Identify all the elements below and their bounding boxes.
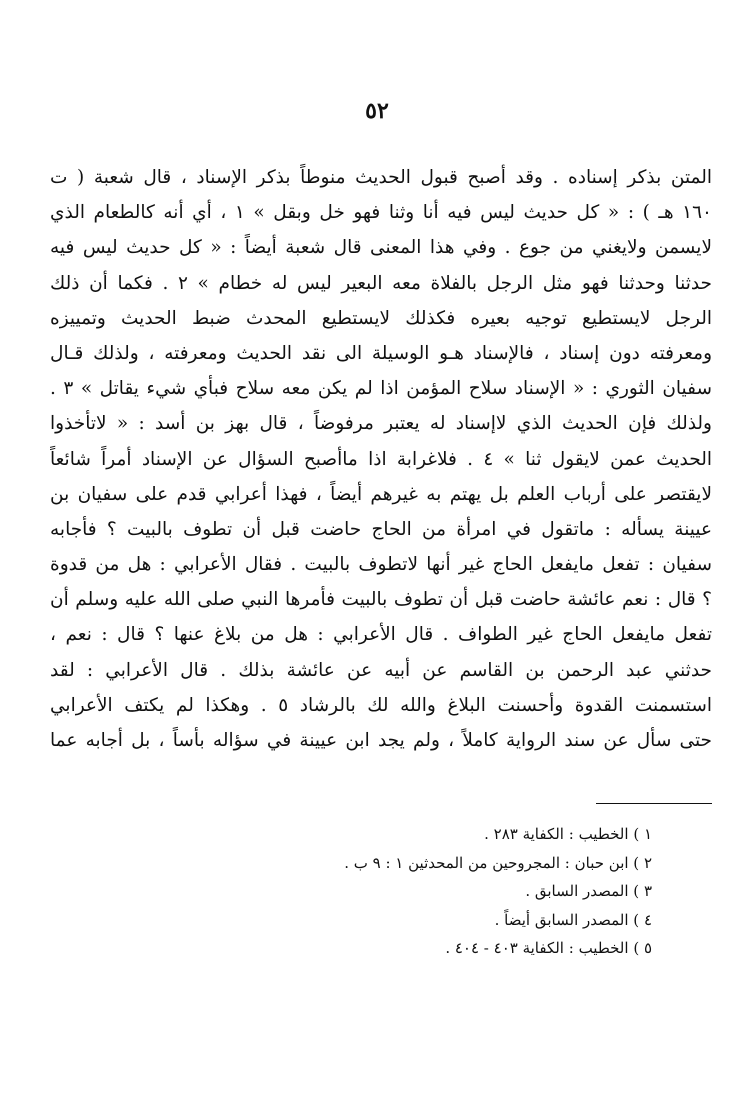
footnote: ٣ ) المصدر السابق .	[525, 882, 652, 901]
text-line: سفيان : تفعل مايفعل الحاج غير أنها لاتطوف بالبيت . فقال الأعرابي : هل من قدوة	[50, 554, 712, 576]
page-number: ٥٢	[365, 98, 389, 124]
main-text	[50, 160, 712, 758]
text-line: استسمنت القدوة وأحسنت البلاغ والله لك بالرشاد ٥ . وهكذا لم يكتف الأعرابي	[50, 694, 712, 716]
text-line: ومعرفته دون إسناد ، فالإسناد هـو الوسيلة الى نقد الحديث ومعرفته ، ولذلك قـال	[50, 342, 712, 364]
footnote: ٢ ) ابن حبان : المجروحين من المحدثين ١ : ٩ ب .	[344, 853, 652, 872]
text-line: المتن بذكر إسناده . وقد أصبح قبول الحديث منوطاً بذكر الإسناد ، قال شعبة ( ت	[50, 167, 712, 188]
text-line: لايسمن ولايغني من جوع . وفي هذا المعنى قال شعبة أيضاً : « كل حديث ليس فيه	[50, 237, 712, 259]
text-line: عيينة يسأله : ماتقول في امرأة من الحاج حاضت قبل أن تطوف بالبيت ؟ فأجابه	[50, 518, 712, 540]
text-line: حدثنا وحدثنا فهو مثل الرجل بالفلاة معه البعير ليس له خطام » ٢ . فكما أن ذلك	[50, 272, 712, 294]
footnotes	[200, 820, 652, 963]
footnote: ٥ ) الخطيب : الكفاية ٤٠٣ - ٤٠٤ .	[445, 939, 652, 958]
text-line: لايقتصر على أرباب العلم بل يهتم به غيرهم أيضاً ، فهذا أعرابي قدم على سفيان بن	[50, 483, 712, 505]
text-line: سفيان الثوري : « الإسناد سلاح المؤمن اذا لم يكن معه سلاح فبأي شيء يقاتل » ٣ .	[50, 378, 712, 400]
footnote: ٤ ) المصدر السابق أيضاً .	[494, 910, 652, 929]
text-line: الرجل لايستطيع توجيه بعيره فكذلك لايستطيع المحدث ضبط الحديث وتمييزه	[50, 307, 712, 329]
text-line: ؟ قال : نعم عائشة حاضت قبل أن تطوف بالبيت فأمرها النبي صلى الله عليه وسلم أن	[50, 589, 712, 611]
text-line: ولذلك فإن الحديث الذي لاإسناد له يعتبر مرفوضاً ، قال بهز بن أسد : « لاتأخذوا	[50, 413, 712, 435]
footnote-separator	[596, 803, 712, 804]
text-line: الحديث عمن لايقول ثنا » ٤ . فلاغرابة اذا ماأصبح السؤال عن الإسناد أمراً شائعاً	[50, 448, 712, 470]
text-line: حتى سأل عن سند الرواية كاملاً ، ولم يجد ابن عيينة في سؤاله بأساً ، بل أجابه عما	[50, 730, 712, 751]
text-line: ١٦٠ هـ ) : « كل حديث ليس فيه أنا وثنا فهو خل وبقل » ١ ، أي أنه كالطعام الذي	[50, 202, 712, 224]
text-line: تفعل مايفعل الحاج غير الطواف . قال الأعرابي : هل من بلاغ عنها ؟ قال : نعم ،	[50, 624, 712, 646]
text-line: حدثني عبد الرحمن بن القاسم عن أبيه عن عائشة بذلك . قال الأعرابي : لقد	[50, 659, 712, 681]
footnote: ١ ) الخطيب : الكفاية ٢٨٣ .	[484, 825, 652, 843]
